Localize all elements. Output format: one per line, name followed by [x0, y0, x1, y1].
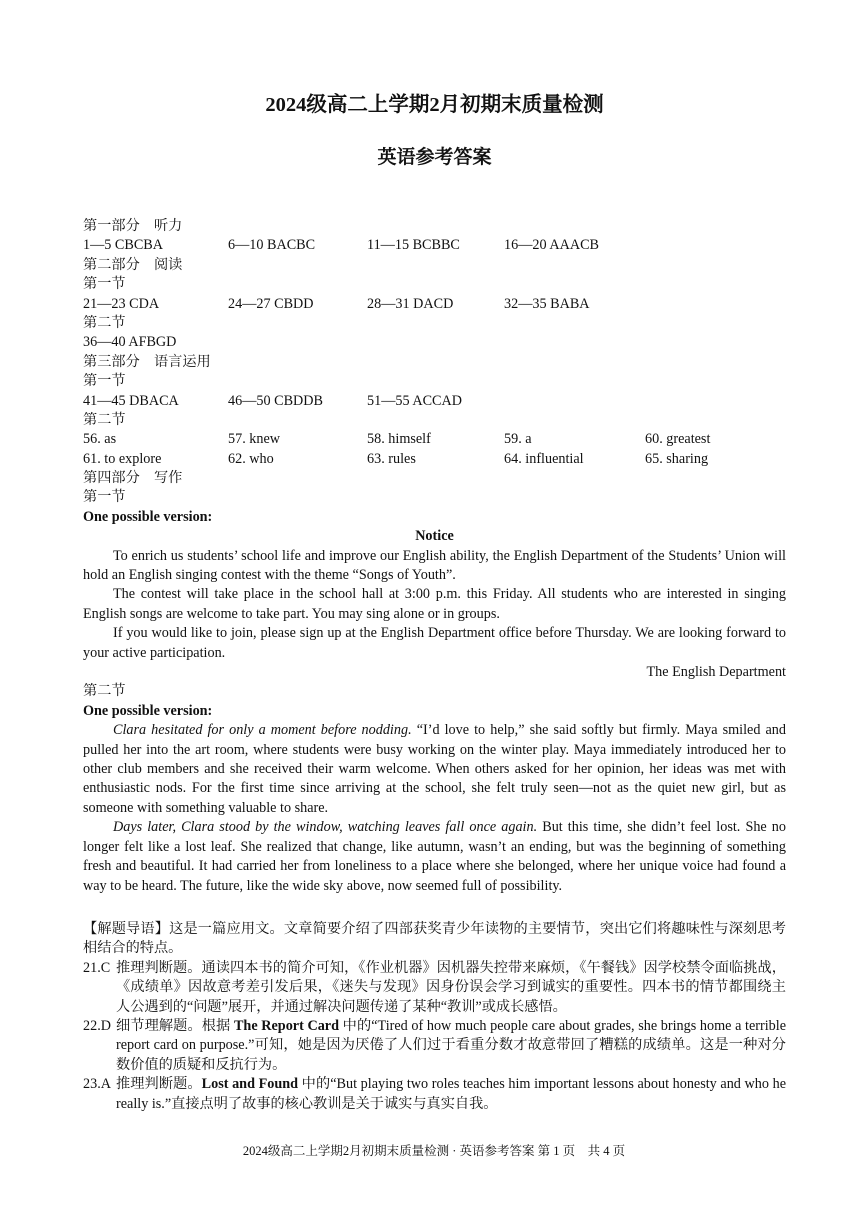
story-paragraph	[83, 818, 786, 896]
answer-group: 21—23 CDA	[83, 295, 160, 312]
part4-section1-label: 第一节	[83, 489, 126, 506]
part4-section2-label: 第二节	[83, 683, 126, 700]
answer-group: 11—15 BCBBC	[367, 237, 460, 254]
part2-section2-answers: 36—40 AFBGD	[83, 334, 177, 351]
notice-paragraph: If you would like to join, please sign up at the English Department office before Thursday. We are looking forward to your active participation.	[83, 625, 786, 661]
answer-group: 46—50 CBDDB	[228, 392, 323, 409]
answer-group: 1—5 CBCBA	[83, 237, 164, 254]
cloze-answer: 61. to explore	[83, 450, 162, 467]
cloze-answer: 64. influential	[504, 450, 584, 467]
story-text: “I’d love to help,” she said softly but firmly. Maya smiled and pulled her into the art room, where students were busy working on the winter play. Maya immediately introduced her to other club members and she received their warm welcome. When others asked for her opinion, her ideas was met with enthusiastic nods. For the first time since arriving at the school, she felt truly seen—not as the quiet new girl, but as someone with something valuable to share.	[83, 722, 786, 816]
explanation-item	[83, 959, 786, 1017]
cloze-answers-row-2	[83, 450, 786, 469]
part3-section1-label: 第一节	[83, 373, 126, 390]
notice-paragraph: To enrich us students’ school life and improve our English ability, the English Department of the Students’ Union will hold an English singing contest with the theme “Songs of Youth”.	[83, 547, 786, 584]
part2-section1-label: 第一节	[83, 276, 126, 293]
answer-group: 32—35 BABA	[504, 295, 590, 312]
story-lead-sentence: Days later, Clara stood by the window, watching leaves fall once again.	[113, 819, 538, 836]
answer-group: 24—27 CBDD	[228, 295, 314, 312]
version-label: One possible version:	[83, 508, 213, 525]
explanation-text-part: 细节理解题。根据	[116, 1017, 234, 1034]
story-text: But this time, she didn’t feel lost. She no longer felt like a lost leaf. She realized that change, like autumn, wasn’t an ending, but was the beginning of something fresh and beautiful. It had carried her from loneliness to a place where she belonged, where her unique voice had found a way to be heard. The future, like the wide sky above, now seemed full of possibility.	[83, 819, 786, 894]
cloze-answer: 58. himself	[367, 431, 431, 448]
part3-answers-row	[83, 392, 786, 411]
page-footer: 2024级高二上学期2月初期末质量检测 · 英语参考答案 第 1 页 共 4 页	[242, 1144, 626, 1158]
explanation-text-part: 中的“Tired of how much people care about grades, she brings home a terrible report card on purpose.”可知，她是因为厌倦了人们过于看重分数才故意带回了糟糕的成绩单。这是一种对分数价值的质疑和反抗行为。	[116, 1017, 786, 1073]
part2-answers-row	[83, 295, 786, 314]
part1-heading: 第一部分 听力	[83, 218, 183, 234]
cloze-answer: 62. who	[228, 450, 274, 467]
explanation-text-part: 中的“But playing two roles teaches him important lessons about honesty and who he really is.”直接点明了故事的核心教训是关于诚实与真实自我。	[116, 1076, 786, 1112]
question-number: 21.C	[83, 959, 111, 976]
notice-title: Notice	[415, 528, 454, 545]
answer-group: 41—45 DBACA	[83, 392, 179, 409]
question-number: 23.A	[83, 1076, 111, 1093]
notice-signature: The English Department	[646, 664, 786, 681]
part2-section2-label: 第二节	[83, 314, 126, 331]
explanation-text: 推理判断题。通读四本书的简介可知，《作业机器》因机器失控带来麻烦，《午餐钱》因学校禁令面临挑战，《成绩单》因故意考差引发后果，《迷失与发现》因身份误会学习到诚实的重要性。四本书的情节都围绕主人公遇到的“问题”展开，并通过解决问题传递了某种“教训”或成长感悟。	[116, 959, 786, 1015]
answer-group: 6—10 BACBC	[228, 237, 316, 254]
notice-paragraph: The contest will take place in the school hall at 3:00 p.m. this Friday. All students who are interested in singing English songs are welcome to take part. You may sing alone or in groups.	[83, 586, 786, 622]
page-subtitle: 英语参考答案	[377, 147, 492, 168]
cloze-answer: 63. rules	[367, 450, 416, 467]
part2-heading: 第二部分 阅读	[83, 256, 183, 273]
answer-group: 16—20 AAACB	[504, 237, 599, 254]
cloze-answer: 57. knew	[228, 431, 281, 448]
explanation-item	[83, 1075, 786, 1114]
part1-answers-row	[83, 236, 786, 255]
part4-heading: 第四部分 写作	[83, 470, 183, 487]
cloze-answer: 60. greatest	[645, 431, 711, 448]
answer-group: 51—55 ACCAD	[367, 392, 462, 409]
version-label: One possible version:	[83, 702, 213, 719]
part3-section2-label: 第二节	[83, 411, 126, 428]
book-title: Lost and Found	[201, 1076, 299, 1093]
page-title: 2024级高二上学期2月初期末质量检测	[265, 94, 604, 116]
answer-group: 28—31 DACD	[367, 295, 454, 312]
guide-intro: 【解题导语】这是一篇应用文。文章简要介绍了四部获奖青少年读物的主要情节，突出它们将趣味性与深刻思考相结合的特点。	[83, 920, 786, 957]
cloze-answers-row-1	[83, 430, 786, 449]
part3-heading: 第三部分 语言运用	[83, 353, 211, 370]
explanation-text	[116, 1075, 786, 1114]
answer-body	[83, 217, 786, 896]
explanation-text-part: 推理判断题。	[116, 1076, 202, 1093]
explanation-section	[83, 920, 786, 1114]
explanation-text	[116, 1017, 786, 1075]
book-title: The Report Card	[233, 1017, 339, 1034]
cloze-answer: 59. a	[504, 431, 532, 448]
question-number: 22.D	[83, 1017, 111, 1034]
explanation-item	[83, 1017, 786, 1075]
cloze-answer: 56. as	[83, 431, 117, 448]
cloze-answer: 65. sharing	[645, 450, 709, 467]
story-paragraph	[83, 721, 786, 818]
story-lead-sentence: Clara hesitated for only a moment before nodding.	[113, 722, 412, 739]
